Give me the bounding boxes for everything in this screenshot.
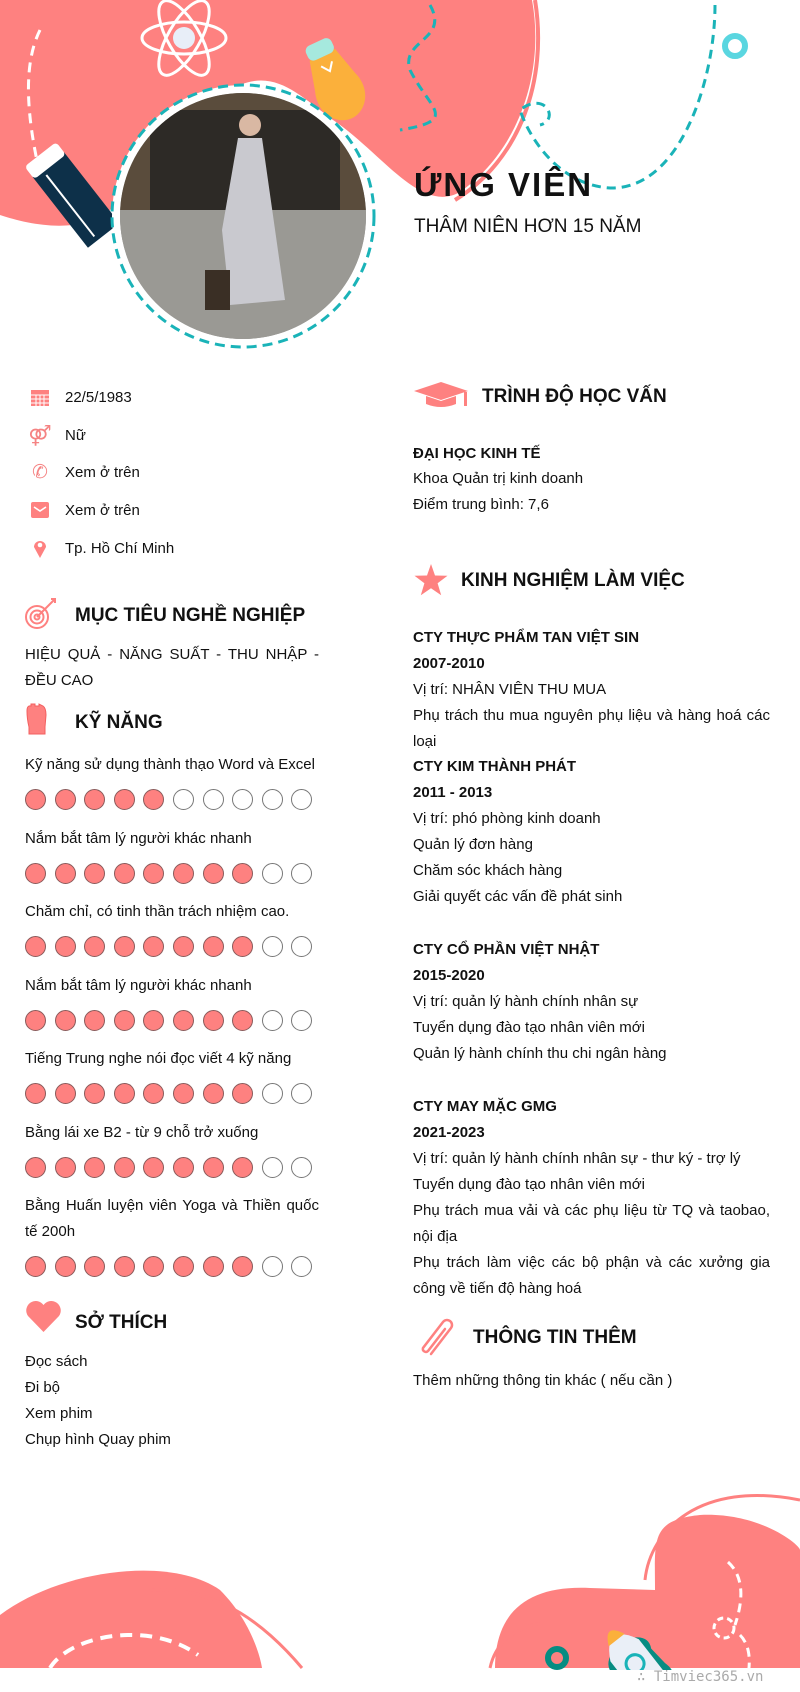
rating-dot-filled — [84, 1157, 105, 1178]
ring-icon — [725, 36, 745, 56]
job-entry — [413, 754, 770, 910]
job-entry — [413, 1094, 770, 1302]
rating-dot-filled — [55, 1010, 76, 1031]
rating-dot-empty — [203, 789, 224, 810]
candidate-subtitle: THÂM NIÊN HƠN 15 NĂM — [414, 216, 642, 237]
rating-dot-filled — [203, 1157, 224, 1178]
rating-dot-filled — [173, 936, 194, 957]
job-detail: Vị trí: quản lý hành chính nhân sự - thư ký - trợ lý — [413, 1150, 741, 1167]
rating-dot-filled — [232, 863, 253, 884]
skill-rating — [25, 1256, 312, 1277]
job-company: CTY MAY MẶC GMG — [413, 1098, 557, 1115]
rating-dot-filled — [84, 863, 105, 884]
footer-decoration — [0, 1440, 800, 1670]
candidate-name: ỨNG VIÊN — [414, 166, 594, 203]
extra-text: Thêm những thông tin khác ( nếu cần ) — [413, 1372, 673, 1389]
contact-gender — [28, 423, 86, 447]
rating-dot-filled — [25, 1157, 46, 1178]
hobby-item: Đọc sách — [25, 1353, 88, 1370]
rating-dot-empty — [262, 1256, 283, 1277]
job-detail: Tuyển dụng đào tạo nhân viên mới — [413, 1019, 645, 1036]
skill-label: Tiếng Trung nghe nói đọc viết 4 kỹ năng — [25, 1050, 292, 1067]
star-icon — [414, 564, 448, 596]
rating-dot-filled — [55, 789, 76, 810]
watermark: ∴ Timviec365.vn — [637, 1669, 764, 1685]
hobby-item: Xem phim — [25, 1405, 93, 1422]
header-decoration — [0, 0, 800, 360]
rating-dot-empty — [291, 1256, 312, 1277]
contact-value: Tp. Hồ Chí Minh — [65, 539, 175, 557]
hobby-item: Đi bộ — [25, 1379, 61, 1396]
rating-dot-filled — [25, 1010, 46, 1031]
rating-dot-filled — [55, 1083, 76, 1104]
contact-email — [28, 498, 140, 522]
job-detail: Phụ trách thu mua nguyên phụ liệu và hàng hoá các loại — [413, 707, 770, 750]
skill-rating — [25, 863, 312, 884]
job-detail: Quản lý hành chính thu chi ngân hàng — [413, 1045, 667, 1062]
rating-dot-filled — [232, 1157, 253, 1178]
rating-dot-filled — [25, 1083, 46, 1104]
objective-text: HIỆU QUẢ - NĂNG SUẤT - THU NHẬP - ĐỀU CAO — [25, 646, 319, 689]
contact-value: Xem ở trên — [65, 463, 140, 481]
fist-icon — [25, 703, 47, 735]
rating-dot-empty — [291, 789, 312, 810]
rating-dot-empty — [262, 1157, 283, 1178]
rating-dot-filled — [25, 863, 46, 884]
rating-dot-filled — [114, 1256, 135, 1277]
job-detail: Chăm sóc khách hàng — [413, 862, 563, 879]
job-entry — [413, 937, 770, 1067]
rating-dot-filled — [55, 1256, 76, 1277]
job-company: CTY KIM THÀNH PHÁT — [413, 758, 577, 775]
extra-heading: THÔNG TIN THÊM — [473, 1327, 637, 1348]
education-school: ĐẠI HỌC KINH TẾ — [413, 445, 541, 462]
job-detail: Phụ trách làm việc các bộ phận và các xưởng gia công về tiến độ hàng hoá — [413, 1254, 770, 1297]
gender-icon: ⚤ — [28, 424, 52, 447]
rating-dot-filled — [203, 863, 224, 884]
rating-dot-filled — [232, 1256, 253, 1277]
rating-dot-filled — [143, 789, 164, 810]
rating-dot-filled — [114, 863, 135, 884]
rating-dot-empty — [232, 789, 253, 810]
job-detail: Vị trí: quản lý hành chính nhân sự — [413, 993, 639, 1010]
rating-dot-filled — [173, 1083, 194, 1104]
rating-dot-filled — [84, 1010, 105, 1031]
job-period: 2015-2020 — [413, 967, 485, 984]
education-major: Khoa Quản trị kinh doanh — [413, 470, 584, 487]
rating-dot-filled — [84, 1256, 105, 1277]
skill-label: Kỹ năng sử dụng thành thạo Word và Excel — [25, 756, 315, 773]
rating-dot-filled — [143, 1256, 164, 1277]
skill-rating — [25, 1010, 312, 1031]
skill-label: Nắm bắt tâm lý người khác nhanh — [25, 829, 252, 847]
rating-dot-empty — [291, 1083, 312, 1104]
rating-dot-filled — [84, 789, 105, 810]
rating-dot-filled — [203, 1256, 224, 1277]
rating-dot-empty — [262, 1083, 283, 1104]
skill-rating — [25, 936, 312, 957]
contact-location — [28, 536, 174, 560]
skill-rating — [25, 1083, 312, 1104]
rating-dot-filled — [25, 936, 46, 957]
rating-dot-filled — [173, 1256, 194, 1277]
rating-dot-filled — [114, 936, 135, 957]
rating-dot-filled — [203, 1010, 224, 1031]
job-detail: Vị trí: NHÂN VIÊN THU MUA — [413, 681, 607, 698]
location-icon — [28, 537, 52, 559]
contact-value: 22/5/1983 — [65, 388, 132, 406]
skills-heading: KỸ NĂNG — [75, 712, 163, 733]
paperclip-icon — [417, 1318, 457, 1358]
skill-label: Chăm chỉ, có tinh thần trách nhiệm cao. — [25, 903, 290, 920]
rating-dot-empty — [262, 863, 283, 884]
objective-heading: MỤC TIÊU NGHỀ NGHIỆP — [75, 605, 306, 626]
job-period: 2021-2023 — [413, 1124, 485, 1141]
rating-dot-filled — [143, 1157, 164, 1178]
rating-dot-filled — [114, 789, 135, 810]
rating-dot-filled — [173, 1010, 194, 1031]
rating-dot-filled — [143, 1010, 164, 1031]
rating-dot-empty — [291, 1157, 312, 1178]
rating-dot-filled — [143, 936, 164, 957]
rating-dot-filled — [55, 1157, 76, 1178]
job-detail: Vị trí: phó phòng kinh doanh — [413, 810, 601, 827]
hobby-item: Chụp hình Quay phim — [25, 1431, 171, 1448]
rating-dot-empty — [291, 863, 312, 884]
skill-label: Nắm bắt tâm lý người khác nhanh — [25, 976, 252, 994]
skill-rating — [25, 789, 312, 810]
experience-heading: KINH NGHIỆM LÀM VIỆC — [461, 570, 685, 591]
rating-dot-filled — [114, 1010, 135, 1031]
contact-birthdate — [28, 385, 132, 409]
rating-dot-filled — [173, 1157, 194, 1178]
rating-dot-filled — [232, 936, 253, 957]
rating-dot-empty — [262, 789, 283, 810]
rating-dot-filled — [203, 936, 224, 957]
contact-phone — [28, 460, 140, 484]
job-detail: Quản lý đơn hàng — [413, 836, 533, 853]
rating-dot-filled — [143, 863, 164, 884]
rating-dot-filled — [25, 1256, 46, 1277]
rating-dot-empty — [262, 936, 283, 957]
skill-rating — [25, 1157, 312, 1178]
calendar-icon — [28, 386, 52, 408]
job-company: CTY THỰC PHẨM TAN VIỆT SIN — [413, 629, 640, 646]
rating-dot-filled — [84, 936, 105, 957]
target-icon — [24, 596, 58, 630]
education-gpa: Điểm trung bình: 7,6 — [413, 496, 549, 513]
rating-dot-filled — [114, 1083, 135, 1104]
job-entry — [413, 625, 770, 755]
job-period: 2011 - 2013 — [413, 784, 493, 801]
rating-dot-filled — [232, 1083, 253, 1104]
email-icon — [28, 499, 52, 521]
rating-dot-filled — [173, 863, 194, 884]
graduation-cap-icon — [414, 382, 470, 408]
rating-dot-filled — [25, 789, 46, 810]
rating-dot-filled — [55, 936, 76, 957]
rating-dot-empty — [291, 936, 312, 957]
skill-label: Bằng Huấn luyện viên Yoga và Thiền quốc tế 200h — [25, 1197, 319, 1240]
contact-value: Xem ở trên — [65, 501, 140, 519]
hobbies-heading: SỞ THÍCH — [75, 1312, 168, 1333]
rating-dot-filled — [55, 863, 76, 884]
phone-icon: ✆ — [32, 461, 48, 483]
rating-dot-filled — [114, 1157, 135, 1178]
job-company: CTY CỔ PHẦN VIỆT NHẬT — [413, 941, 600, 958]
rating-dot-filled — [143, 1083, 164, 1104]
rating-dot-empty — [173, 789, 194, 810]
job-detail: Tuyển dụng đào tạo nhân viên mới — [413, 1176, 645, 1193]
heart-icon — [25, 1301, 62, 1333]
skill-label: Bằng lái xe B2 - từ 9 chỗ trở xuống — [25, 1123, 259, 1141]
rating-dot-filled — [232, 1010, 253, 1031]
job-period: 2007-2010 — [413, 655, 485, 672]
education-heading: TRÌNH ĐỘ HỌC VẤN — [482, 386, 667, 407]
job-detail: Giải quyết các vấn đề phát sinh — [413, 888, 623, 905]
rating-dot-empty — [262, 1010, 283, 1031]
rating-dot-filled — [203, 1083, 224, 1104]
contact-value: Nữ — [65, 426, 86, 444]
rating-dot-filled — [84, 1083, 105, 1104]
job-detail: Phụ trách mua vải và các phụ liệu từ TQ và taobao, nội địa — [413, 1202, 770, 1245]
rating-dot-empty — [291, 1010, 312, 1031]
